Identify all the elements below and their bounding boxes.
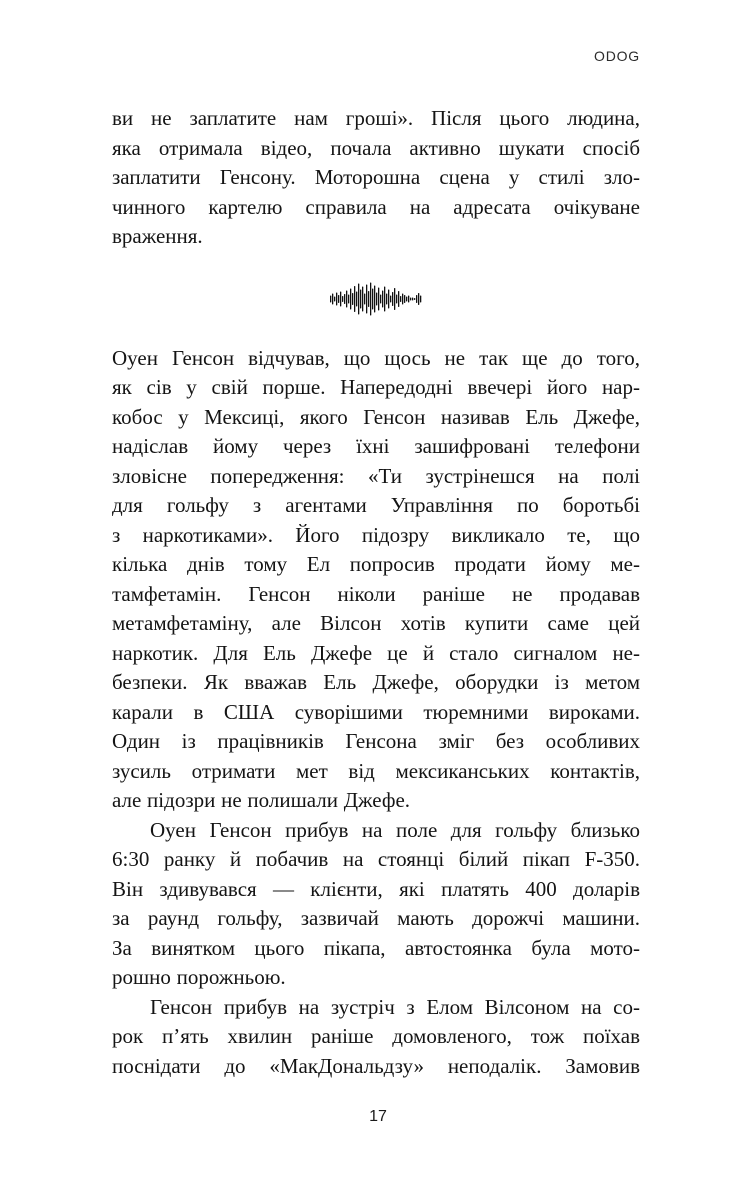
text-line: яка отримала відео, почала активно шукати спосіб	[112, 135, 640, 160]
text-line: безпеки. Як вважав Ель Джефе, оборудки із метом	[112, 670, 640, 694]
text-line: але підозри не полишали Джефе.	[112, 788, 411, 812]
page-body	[112, 104, 640, 1081]
text-line: кобос у Мексиці, якого Генсон називав Ель Джефе,	[112, 404, 640, 429]
text-line: Генсон прибув на зустріч з Елом Вілсоном на со-	[150, 994, 640, 1019]
running-head: ODOG	[594, 48, 640, 64]
text-line: 6:30 ранку й побачив на стоянці білий пікап F-350.	[112, 847, 640, 871]
text-line: для гольфу з агентами Управління по боротьбі	[112, 493, 640, 517]
text-line: поснідати до «МакДональдзу» неподалік. Замовив	[112, 1053, 640, 1078]
text-line: За винятком цього пікапа, автостоянка була мото-	[112, 935, 640, 960]
text-line: метамфетаміну, але Вілсон хотів купити саме цей	[112, 611, 640, 635]
text-line: Він здивувався — клієнти, які платять 400 доларів	[112, 876, 640, 901]
paragraph-golf-arrival	[112, 816, 640, 993]
text-line: чинного картелю справила на адресата очікуване	[112, 194, 640, 219]
text-line: Оуен Генсон прибув на поле для гольфу близько	[150, 817, 640, 842]
paragraph-meeting	[112, 993, 640, 1082]
text-line: заплатити Генсону. Моторошна сцена у стилі зло-	[112, 165, 640, 189]
audio-waveform-divider-icon	[330, 282, 422, 316]
text-line: Один із працівників Генсона зміг без особливих	[112, 729, 640, 753]
text-line: карали в США суворішими тюремними вироками.	[112, 699, 640, 724]
paragraph-continuation	[112, 104, 640, 252]
text-line: тамфетамін. Генсон ніколи раніше не продавав	[112, 581, 640, 606]
text-line: рок п’ять хвилин раніше домовленого, тож поїхав	[112, 1024, 640, 1048]
text-line: кілька днів тому Ел попросив продати йому ме-	[112, 552, 640, 576]
page-number: 17	[369, 1108, 387, 1125]
paragraph-section-start	[112, 344, 640, 816]
text-line: зусиль отримати мет від мексиканських контактів,	[112, 758, 640, 783]
text-line: враження.	[112, 224, 203, 248]
text-line: рошно порожньою.	[112, 965, 286, 989]
text-line: зловісне попередження: «Ти зустрінешся на полі	[112, 463, 640, 488]
text-line: ви не заплатите нам гроші». Після цього людина,	[112, 106, 640, 130]
text-line: як сів у свій порше. Напередодні ввечері його нар-	[112, 375, 640, 399]
text-line: наркотик. Для Ель Джефе це й стало сигналом не-	[112, 640, 640, 665]
text-line: надіслав йому через їхні зашифровані телефони	[112, 434, 640, 458]
text-line: з наркотиками». Його підозру викликало те, що	[112, 522, 640, 547]
text-line: Оуен Генсон відчував, що щось не так ще до того,	[112, 345, 640, 370]
text-line: за раунд гольфу, зазвичай мають дорожчі машини.	[112, 906, 640, 930]
